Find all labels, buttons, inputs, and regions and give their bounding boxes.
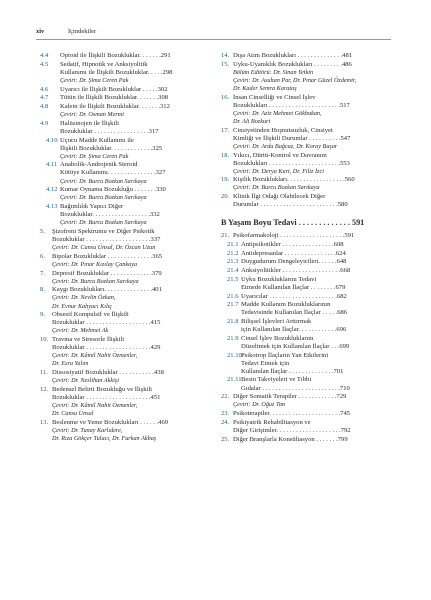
toc-entry-number: 24.: [221, 418, 230, 426]
toc-entry-credit: Çeviri: Dr. Şima Ceren Pak: [60, 76, 129, 84]
toc-entry-title: Klinik İlgi Odağı Olabilecek Diğer: [233, 193, 326, 201]
toc-entry-title: İlişkili Bozukluklar. . . . . . . . . . . . .325: [60, 144, 163, 152]
toc-entry[interactable]: [221, 52, 391, 60]
toc-entry-credit: Çeviri: Dr. Neslihan Akkişi: [52, 377, 119, 385]
toc-entry-credit: Çeviri: Dr. Burcu Bozkan Sarıkaya: [60, 177, 147, 185]
toc-entry-number: 4.8: [40, 102, 49, 110]
toc-entry-title: Beslenme ve Yeme Bozuklukları . . . . . .469: [52, 418, 169, 426]
toc-entry-number: 22.: [221, 393, 230, 401]
toc-entry[interactable]: [221, 94, 391, 126]
toc-entry-title: Psikofarmakoloji . . . . . . . . . . . . . . . . . . . .591: [233, 232, 355, 240]
toc-entry-credit: Çeviri: Dr. Pınar Kızılay Çankaya: [52, 260, 138, 268]
toc-entry[interactable]: [40, 270, 217, 286]
toc-entry-title: Kumar Oynama Bozukluğu . . . . . . .330: [60, 186, 166, 194]
toc-entry[interactable]: [221, 152, 391, 176]
toc-entry-number: 4.6: [40, 85, 49, 93]
toc-entry-number: 21.8: [227, 318, 239, 326]
toc-entry-number: 13.: [40, 418, 49, 426]
toc-entry-title: Kimliği ve İlişkili Durumlar . . . . . . . . . .547: [233, 134, 351, 142]
toc-entry-number: 21.6: [227, 292, 239, 300]
toc-left-column: [40, 52, 217, 444]
toc-entry-number: 5.: [40, 227, 45, 235]
toc-entry[interactable]: [221, 127, 391, 151]
toc-entry[interactable]: [221, 393, 391, 409]
toc-entry-credit: Çeviri: Dr. Burcu Bozkan Sarıkaya: [60, 219, 147, 227]
toc-entry-title: Halüsinojen ile İlişkili: [60, 119, 119, 127]
toc-entry-number: 21.: [221, 232, 230, 240]
toc-entry-title: Bedensel Belirti Bozukluğu ve İlişkili: [52, 385, 152, 393]
toc-entry[interactable]: [40, 103, 217, 119]
toc-entry[interactable]: [221, 352, 391, 376]
toc-entry-number: 25.: [221, 435, 230, 443]
toc-entry[interactable]: [221, 193, 391, 209]
toc-entry-title: Antipsikotikler . . . . . . . . . . . . . . . .608: [241, 241, 344, 249]
header-rule: [36, 39, 391, 40]
toc-entry-title: Tedavi Etmek için: [241, 359, 290, 367]
toc-entry-title: Antidepresanlar . . . . . . . . . . . . . . . .624: [241, 249, 346, 257]
toc-entry-title: Uyarıcı ile İlişkili Bozukluklar . . . . .302: [60, 85, 168, 93]
toc-entry-title: Bozuklukları . . . . . . . . . . . . . . . . . . . . . .553: [233, 159, 350, 167]
toc-entry-title: Diğer Girişimler. . . . . . . . . . . . . . . . . . . .792: [233, 426, 351, 434]
toc-entry-title: Diğer Branşlarla Konsültasyon . . . . . . .799: [233, 435, 348, 443]
toc-entry-title: Diğer Somatik Terapiler . . . . . . . . . . . .729: [233, 393, 347, 401]
toc-entry-credit: Çeviri: Dr. Kâmil Nahit Özmenler,: [52, 402, 138, 410]
toc-entry-title: Madde Kullanım Bozukluklarının: [241, 301, 331, 309]
toc-entry-number: 8.: [40, 286, 45, 294]
toc-entry[interactable]: [221, 258, 391, 266]
toc-entry[interactable]: [40, 203, 217, 227]
toc-entry[interactable]: [221, 301, 391, 317]
toc-entry-title: Besin Takviyeleri ve Tıbbi: [241, 376, 312, 384]
toc-entry-title: Uyku Bozukluklarını Tedavi: [241, 275, 317, 283]
toc-entry-title: Anksiyolitikler . . . . . . . . . . . . . . . . . .668: [241, 267, 351, 275]
toc-entry-title: Anabolik-Androjenik Steroid: [60, 161, 138, 169]
toc-entry-number: 16.: [221, 93, 230, 101]
toc-entry[interactable]: [221, 61, 391, 93]
toc-entry[interactable]: [40, 137, 217, 161]
toc-entry[interactable]: [221, 293, 391, 301]
toc-entry-title: Dissosiyatif Bozukluklar . . . . . . . . . . .438: [52, 369, 164, 377]
toc-entry-credit: Çeviri: Dr. Derya Kurt, Dr. Filiz İzci: [233, 167, 324, 175]
toc-entry-number: 17.: [221, 126, 230, 134]
toc-entry-credit: Çeviri: Dr. Osman Mermi: [60, 111, 124, 119]
toc-entry-title: Bozukluklar . . . . . . . . . . . . . . . . . . . .429: [52, 344, 161, 352]
toc-entry-number: 4.4: [40, 52, 49, 59]
toc-entry-title: Kullanımı ile İlişkili Bozukluklar. . . . .298: [60, 68, 173, 76]
toc-entry-title: Cinsel İşlev Bozukluklarını: [241, 334, 314, 342]
toc-entry-credit: Dr. Cansu Ünsal: [52, 410, 94, 418]
toc-entry-number: 4.12: [46, 186, 58, 194]
toc-entry-number: 21.9: [227, 334, 239, 342]
toc-entry[interactable]: [40, 336, 217, 368]
toc-entry-number: 4.13: [46, 203, 58, 211]
toc-entry-title: Obsesif Kompulsif ve İlişkili: [52, 311, 129, 319]
toc-entry-title: Kullanılan İlaçlar . . . . . . . . . . . . . .701: [241, 367, 344, 375]
toc-entry-credit: Çeviri: Dr. Tunay Karlıdere,: [52, 426, 123, 434]
toc-entry[interactable]: [221, 250, 391, 258]
toc-entry-title: Depresif Bozukluklar . . . . . . . . . . . . .379: [52, 269, 162, 277]
toc-entry[interactable]: [221, 232, 391, 240]
toc-entry-number: 14.: [221, 52, 230, 59]
toc-entry[interactable]: [221, 318, 391, 334]
toc-entry-number: 18.: [221, 151, 230, 159]
toc-entry[interactable]: [40, 94, 217, 102]
toc-entry-title: Kötüye Kullanımı. . . . . . . . . . . . . . .327: [60, 169, 166, 177]
toc-entry[interactable]: [40, 369, 217, 385]
toc-entry-title: Etmede Kullanılan İlaçlar . . . . . . . .679: [241, 283, 346, 291]
toc-entry-title: için Kullanılan İlaçlar. . . . . . . . . . . .696: [241, 326, 347, 334]
toc-entry-number: 4.10: [46, 136, 58, 144]
toc-entry-credit: Çeviri: Dr. Şima Ceren Pak: [60, 152, 129, 160]
toc-entry[interactable]: [40, 253, 217, 269]
toc-entry-credit: Dr. Ali Bozkurt: [233, 117, 271, 125]
toc-entry[interactable]: [221, 376, 391, 392]
toc-entry-title: Kaygı Bozuklukları. . . . . . . . . . . . . . .401: [52, 286, 162, 294]
toc-entry-title: Şizofreni Spektrumu ve Diğer Psikotik: [52, 227, 155, 235]
toc-entry-credit: Bölüm Editörü: Dr. Sinan Yetkin: [233, 68, 314, 76]
toc-entry-number: 4.5: [40, 60, 49, 68]
toc-entry-title: Travma ve Stresorle İlişkili: [52, 336, 125, 344]
toc-entry[interactable]: [40, 311, 217, 335]
toc-entry-title: Opioid ile İlişkili Bozukluklar. . . . . . .291: [60, 52, 171, 59]
toc-entry-credit: Dr. Rıza Gökçer Tulacı, Dr. Furkan Akbaş: [52, 435, 157, 442]
toc-entry-number: 9.: [40, 311, 45, 319]
toc-entry-number: 21.1: [227, 241, 239, 249]
page-number: xiv: [36, 28, 45, 35]
toc-entry-credit: Çeviri: Dr. Arda Bağcaz, Dr. Koray Başar: [233, 142, 338, 150]
toc-entry-title: Duygudurum Dengeleyicileri. . . . . .648: [241, 258, 347, 266]
toc-entry-credit: Çeviri: Dr. Burcu Bozkan Sarıkaya: [60, 194, 147, 202]
toc-entry-title: Bağımlılık Yapıcı Diğer: [60, 203, 124, 211]
section-heading: [221, 217, 391, 228]
toc-entry-number: 4.11: [46, 161, 58, 169]
toc-entry[interactable]: [221, 267, 391, 275]
toc-entry[interactable]: [221, 419, 391, 435]
toc-entry-number: 11.: [40, 369, 48, 377]
toc-entry[interactable]: [40, 186, 217, 202]
toc-entry-title: Bozukluklar . . . . . . . . . . . . . . . . . . . .415: [52, 319, 161, 327]
toc-entry[interactable]: [40, 120, 217, 136]
toc-entry-number: 23.: [221, 410, 230, 418]
toc-entry-number: 6.: [40, 252, 45, 260]
toc-entry-credit: Dr. Evnur Kahyacı Kılıç: [52, 302, 113, 310]
toc-entry-credit: Çeviri: Dr. Burcu Bozkan Sarıkaya: [233, 184, 320, 192]
toc-entry-title: Kişilik Bozuklukları. . . . . . . . . . . . . . . . . .560: [233, 176, 355, 184]
toc-entry-title: Uyku-Uyanıklık Bozuklukları . . . . . . . . .486: [233, 60, 352, 68]
toc-entry[interactable]: [221, 176, 391, 192]
toc-entry-number: 21.4: [227, 267, 239, 275]
toc-entry-title: Bozukluklar. . . . . . . . . . . . . . . . . .332: [60, 211, 160, 219]
toc-entry-number: 20.: [221, 193, 230, 201]
toc-entry-credit: Çeviri: Dr. Asuhan Par, Dr. Pınar Güzel Özdemir,: [233, 76, 357, 84]
toc-entry-title: Bozuklukları . . . . . . . . . . . . . . . . . . . . . .517: [233, 101, 350, 109]
toc-entry-credit: Çeviri: Dr. Oğuz Tan: [233, 401, 286, 409]
toc-entry[interactable]: [221, 241, 391, 249]
toc-entry[interactable]: [40, 86, 217, 94]
toc-entry-title: Düzeltmek için Kullanılan İlaçlar . . .699: [241, 342, 350, 350]
toc-entry-credit: Çeviri: Dr. Burcu Bozkan Sarıkaya: [52, 277, 139, 285]
toc-entry-number: 21.3: [227, 258, 239, 266]
toc-entry-number: 4.9: [40, 119, 49, 127]
toc-entry[interactable]: [40, 419, 217, 443]
toc-entry[interactable]: [40, 161, 217, 185]
toc-entry-title: Yıkıcı, Dürtü-Kontrol ve Davranım: [233, 151, 327, 159]
toc-entry-credit: Çeviri: Dr. Cansu Ünsal, Dr. Özcan Uzun: [52, 244, 156, 252]
toc-entry-title: Bozukluklar . . . . . . . . . . . . . . . . .317: [60, 127, 159, 135]
toc-entry-title: Durumlar . . . . . . . . . . . . . . . . . . . . . . . .580: [233, 201, 348, 209]
toc-entry-number: 15.: [221, 60, 230, 68]
toc-entry-number: 21.2: [227, 249, 239, 257]
toc-entry-title: Psikiyatrik Rehabilitasyon ve: [233, 418, 311, 426]
toc-entry-title: Bozukluklar . . . . . . . . . . . . . . . . . . . .337: [52, 236, 161, 243]
toc-entry-credit: Çeviri: Dr. Nevlin Özkan,: [52, 294, 116, 302]
toc-entry[interactable]: [40, 286, 217, 310]
toc-entry[interactable]: [221, 276, 391, 292]
toc-entry-title: Cinsiyetinden Hoşnutsuzluk, Cinsiyet: [233, 126, 333, 134]
toc-entry-credit: Çeviri: Dr. Aziz Mehmet Gökbakan,: [233, 109, 322, 117]
toc-entry-number: 12.: [40, 385, 49, 393]
section-title: Yaşam Boyu Tedavi . . . . . . . . . . . . . 591: [228, 218, 365, 228]
toc-entry-number: 4.7: [40, 94, 49, 102]
toc-entry-title: Bozukluklar . . . . . . . . . . . . . . . . . . . .451: [52, 393, 161, 401]
toc-entry-title: Gıdalar . . . . . . . . . . . . . . . . . . . . . . . .710: [241, 384, 350, 392]
toc-right-column: [221, 52, 391, 444]
toc-entry[interactable]: [221, 335, 391, 351]
toc-entry-title: Sedatif, Hipnotik ve Anksiyolitik: [60, 60, 148, 68]
toc-entry-title: Tedavisinde Kullanılan İlaçlar . . . . .686: [241, 309, 348, 317]
page-header: [0, 28, 431, 42]
toc-entry-credit: Dr. Kader Semra Karataş: [233, 84, 297, 92]
toc-entry-title: Dışa Atım Bozuklukları . . . . . . . . . . . . . .481: [233, 52, 353, 59]
toc-entry-title: Bipolar Bozukluklar . . . . . . . . . . . . . .365: [52, 252, 163, 260]
toc-entry[interactable]: [40, 228, 217, 252]
section-letter: B: [221, 218, 227, 228]
toc-entry[interactable]: [40, 386, 217, 418]
toc-entry-credit: Çeviri: Dr. Mehmet Ak: [52, 327, 109, 335]
toc-entry[interactable]: [40, 52, 217, 60]
toc-entry-title: Uyarıcılar . . . . . . . . . . . . . . . . . . . . .682: [241, 292, 347, 300]
toc-right-group-a: [221, 52, 391, 209]
toc-right-group-b: [221, 232, 391, 443]
toc-entry-title: Tütün ile İlişkili Bozukluklar. . . . . . .308: [60, 94, 169, 102]
toc-entry-title: Uçucu Madde Kullanımı ile: [60, 136, 134, 144]
toc-entry-title: Bilişsel İşlevleri Arttırmak: [241, 318, 312, 326]
toc-entry-number: 21.11: [227, 376, 242, 384]
toc-entry-number: 19.: [221, 176, 230, 184]
toc-entry-credit: Dr. Esra Yalım: [52, 360, 89, 368]
toc-entry-title: Psikotrop İlaçların Yan Etkilerini: [241, 351, 329, 359]
toc-entry[interactable]: [40, 61, 217, 85]
toc-entry-number: 21.5: [227, 275, 239, 283]
toc-entry-number: 7.: [40, 269, 45, 277]
toc-entry-title: Psikoterapiler. . . . . . . . . . . . . . . . . . . . . .745: [233, 410, 351, 418]
toc-entry-number: 21.7: [227, 301, 239, 309]
toc-entry-title: Kalein ile İlişkili Bozukluklar. . . . . . .312: [60, 102, 170, 110]
toc-entry-credit: Çeviri: Dr. Kâmil Nahit Özmenler,: [52, 352, 138, 360]
toc-entry[interactable]: [221, 436, 391, 444]
running-title: İçindekiler: [68, 28, 97, 35]
toc-entry-number: 10.: [40, 336, 49, 344]
toc-entry[interactable]: [221, 410, 391, 418]
toc-entry-number: 21.10: [227, 351, 242, 359]
toc-entry-title: İnsan Cinselliği ve Cinsel İşlev: [233, 93, 316, 101]
